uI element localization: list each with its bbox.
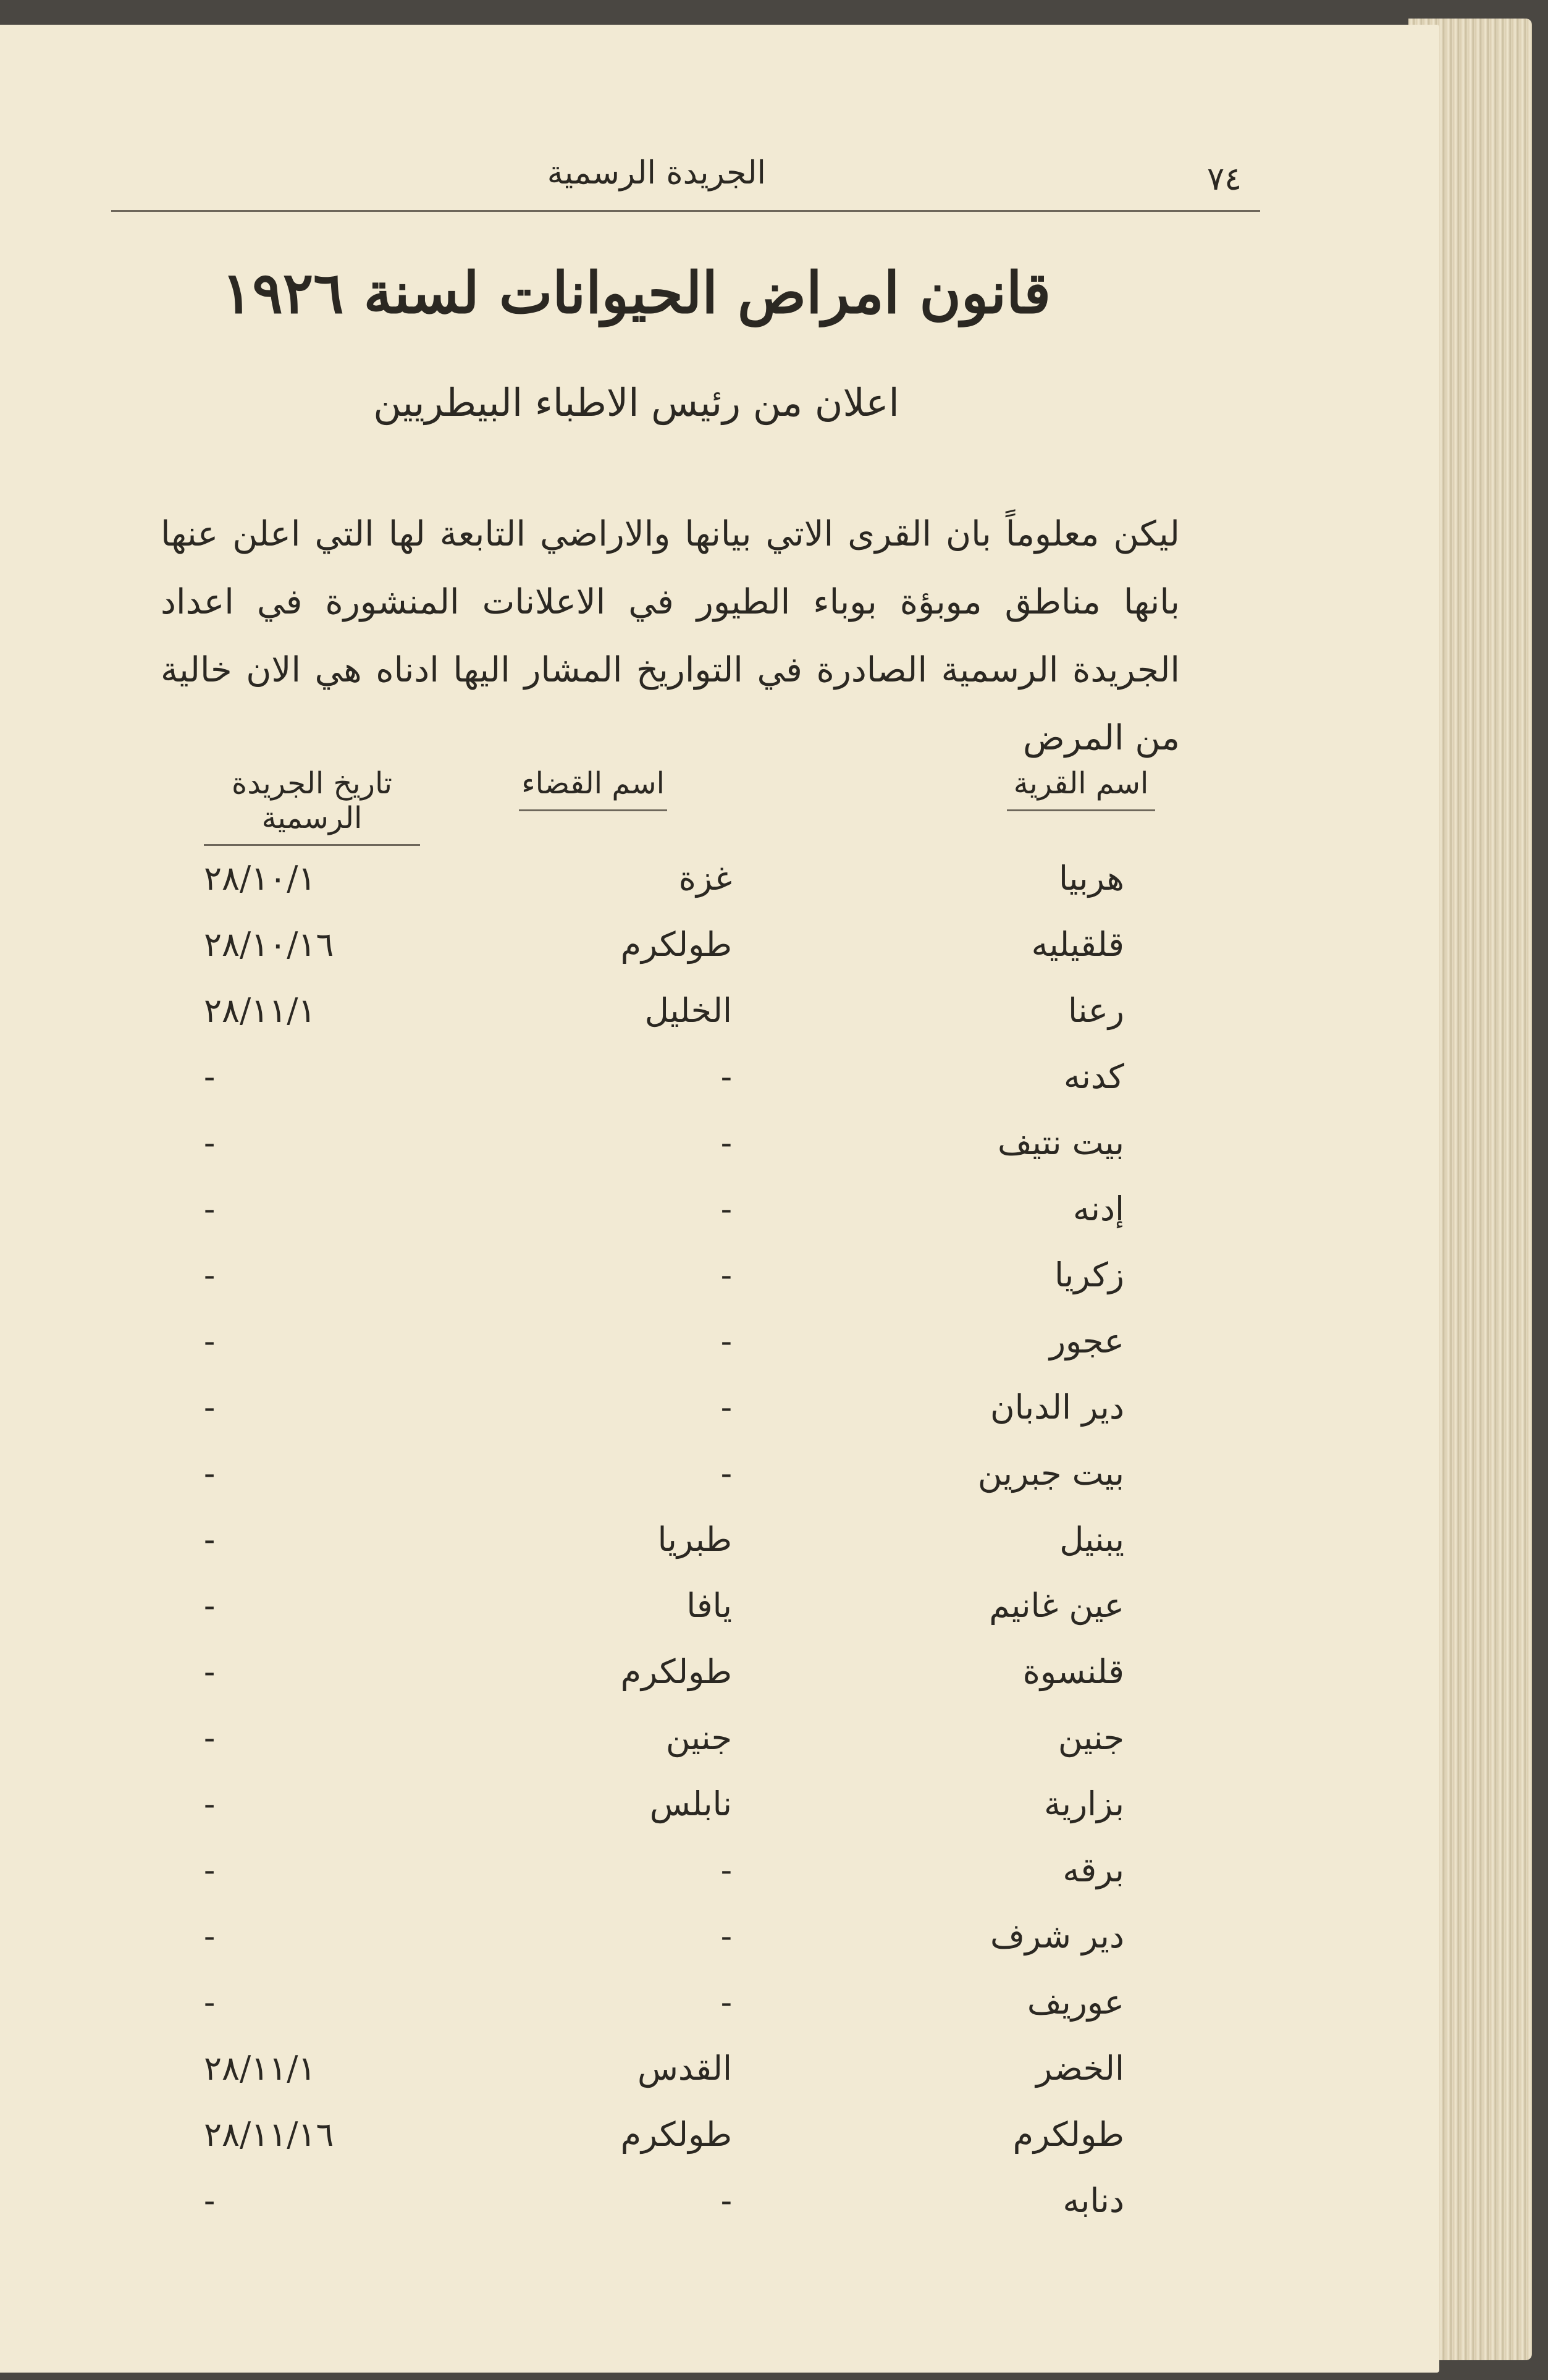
- village-name: دير الدبان: [990, 1388, 1124, 1427]
- village-name: دير شرف: [990, 1917, 1124, 1956]
- village-name: برقه: [1062, 1850, 1124, 1889]
- district-name: -: [720, 1255, 732, 1294]
- column-header-date: تاريخ الجريدة الرسمية: [204, 766, 420, 846]
- gazette-date: -: [204, 1586, 216, 1625]
- gazette-date: -: [204, 1520, 216, 1559]
- table-row: [0, 1454, 1439, 1516]
- village-name: إدنه: [1072, 1189, 1124, 1228]
- gazette-date: -: [204, 1850, 216, 1889]
- district-name: -: [720, 1189, 732, 1228]
- gazette-date: ٢٨/١١/١: [204, 2049, 316, 2088]
- village-name: رعنا: [1067, 991, 1124, 1030]
- gazette-date: -: [204, 1388, 216, 1427]
- gazette-date: -: [204, 1652, 216, 1691]
- gazette-date: -: [204, 1255, 216, 1294]
- district-name: -: [720, 2181, 732, 2220]
- village-name: دنابه: [1062, 2181, 1124, 2220]
- village-name: بيت نتيف: [997, 1123, 1124, 1162]
- district-name: الخليل: [644, 991, 732, 1030]
- gazette-date: -: [204, 1454, 216, 1493]
- village-name: طولكرم: [1012, 2115, 1124, 2154]
- district-name: -: [720, 1850, 732, 1889]
- table-row: [0, 2181, 1439, 2243]
- document-page: [0, 25, 1439, 2373]
- district-name: -: [720, 1454, 732, 1493]
- district-name: طبريا: [657, 1520, 732, 1559]
- running-header: [111, 142, 1260, 212]
- gazette-date: -: [204, 1917, 216, 1956]
- gazette-date: ٢٨/١١/١: [204, 991, 316, 1030]
- notice-title: اعلان من رئيس الاطباء البيطريين: [373, 380, 899, 425]
- journal-name: الجريدة الرسمية: [547, 154, 766, 192]
- district-name: -: [720, 1388, 732, 1427]
- village-name: هربيا: [1058, 859, 1124, 898]
- gazette-date: -: [204, 1123, 216, 1162]
- table-row: [0, 1520, 1439, 1582]
- table-row: [0, 1586, 1439, 1648]
- intro-paragraph: ليكن معلوماً بان القرى الاتي بيانها والاراضي التابعة لها التي اعلن عنها بانها مناطق موبؤة بوباء الطيور في الاعلانات المنشورة في اعداد الجريدة الرسمية الصادرة في التواريخ المشار اليها ادناه هي الان خالية من المرض: [161, 514, 1180, 758]
- table-row: [0, 1784, 1439, 1846]
- law-title: قانون امراض الحيوانات لسنة ١٩٢٦: [221, 260, 1051, 326]
- district-name: يافا: [686, 1586, 732, 1625]
- table-row: [0, 1718, 1439, 1780]
- district-name: جنين: [665, 1718, 732, 1757]
- table-row: [0, 1388, 1439, 1450]
- gazette-date: -: [204, 1322, 216, 1361]
- page-number: ٧٤: [1207, 161, 1242, 198]
- village-name: زكريا: [1054, 1255, 1124, 1294]
- village-name: عوريف: [1027, 1983, 1124, 2022]
- village-name: الخضر: [1036, 2049, 1124, 2088]
- district-name: غزة: [678, 859, 732, 898]
- table-row: [0, 1917, 1439, 1978]
- gazette-date: -: [204, 2181, 216, 2220]
- gazette-date: ٢٨/١١/١٦: [204, 2115, 334, 2154]
- district-name: طولكرم: [620, 925, 732, 964]
- district-name: -: [720, 1917, 732, 1956]
- district-name: طولكرم: [620, 1652, 732, 1691]
- district-name: -: [720, 1057, 732, 1096]
- gazette-date: -: [204, 1784, 216, 1823]
- table-row: [0, 1850, 1439, 1912]
- village-name: يبنيل: [1059, 1520, 1124, 1559]
- table-row: [0, 859, 1439, 921]
- village-name: جنين: [1058, 1718, 1124, 1757]
- column-header-village: اسم القرية: [1007, 766, 1155, 811]
- village-name: قلنسوة: [1022, 1652, 1124, 1691]
- district-name: نابلس: [649, 1784, 732, 1823]
- district-name: القدس: [637, 2049, 732, 2088]
- village-name: بزارية: [1044, 1784, 1124, 1823]
- table-row: [0, 1255, 1439, 1317]
- gazette-date: -: [204, 1189, 216, 1228]
- village-name: بيت جبرين: [977, 1454, 1124, 1493]
- table-row: [0, 991, 1439, 1053]
- table-row: [0, 1652, 1439, 1714]
- table-row: [0, 1983, 1439, 2045]
- district-name: -: [720, 1123, 732, 1162]
- table-row: [0, 1322, 1439, 1383]
- table-row: [0, 2115, 1439, 2177]
- village-name: عجور: [1049, 1322, 1124, 1361]
- district-name: -: [720, 1983, 732, 2022]
- gazette-date: -: [204, 1057, 216, 1096]
- village-name: عين غانيم: [989, 1586, 1124, 1625]
- district-name: -: [720, 1322, 732, 1361]
- district-name: طولكرم: [620, 2115, 732, 2154]
- gazette-date: -: [204, 1983, 216, 2022]
- gazette-date: ٢٨/١٠/١٦: [204, 925, 334, 964]
- table-row: [0, 2049, 1439, 2111]
- table-row: [0, 1189, 1439, 1251]
- table-row: [0, 1057, 1439, 1119]
- gazette-date: -: [204, 1718, 216, 1757]
- village-name: قلقيليه: [1031, 925, 1124, 964]
- gazette-date: ٢٨/١٠/١: [204, 859, 316, 898]
- village-name: كدنه: [1063, 1057, 1124, 1096]
- table-row: [0, 1123, 1439, 1185]
- column-header-district: اسم القضاء: [519, 766, 667, 811]
- table-row: [0, 925, 1439, 987]
